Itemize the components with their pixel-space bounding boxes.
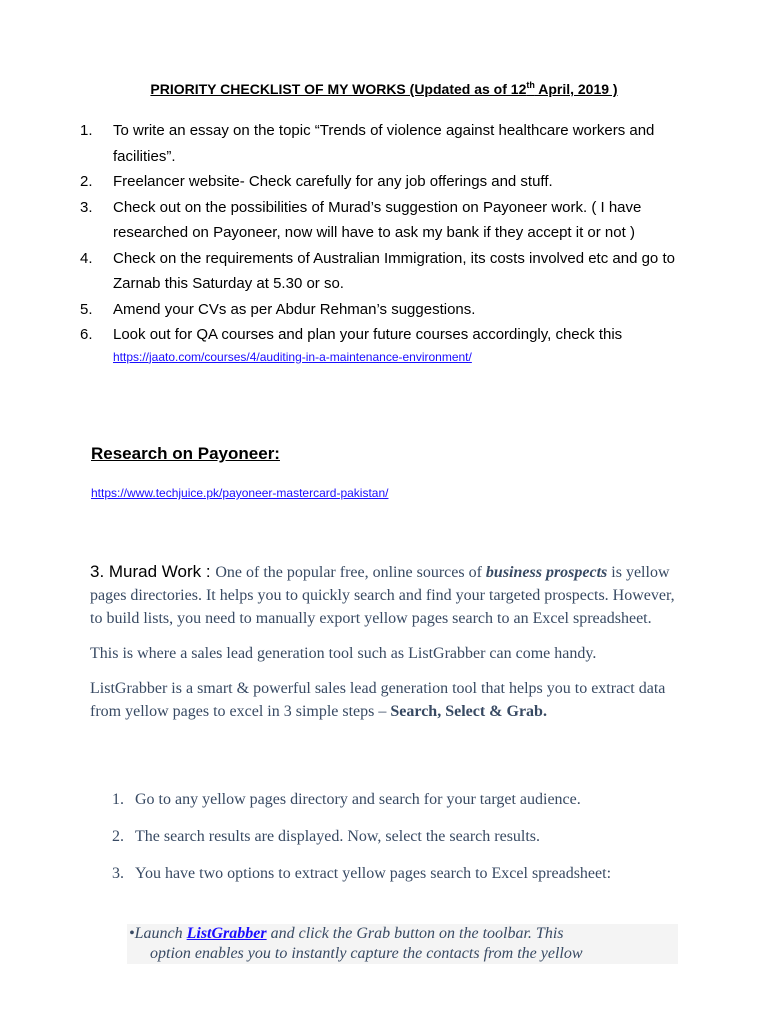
step-item: 1. Go to any yellow pages directory and search for your target audience. (112, 791, 581, 808)
step-item: 2. The search results are displayed. Now, select the search results. (112, 828, 541, 845)
qa-course-link[interactable]: https://jaato.com/courses/4/auditing-in-a-maintenance-environment/ (113, 349, 472, 364)
listgrabber-link[interactable]: ListGrabber (186, 925, 267, 942)
title-superscript: th (526, 80, 535, 90)
checklist-item: 5. Amend your CVs as per Abdur Rehman’s suggestions. (80, 300, 476, 318)
launch-option-box: •Launch ListGrabber and click the Grab button on the toolbar. This option enables you to instantly capture the contacts from the yellow (127, 924, 678, 964)
checklist-item: 6. Look out for QA courses and plan your future courses accordingly, check this https://jaato.com/courses/4/auditing-in-a-maintenance-environment/ (80, 322, 690, 365)
murad-work-heading: 3. Murad Work : (90, 562, 216, 581)
research-heading: Research on Payoneer: (91, 444, 280, 463)
page-title: PRIORITY CHECKLIST OF MY WORKS (Updated as of 12th April, 2019 ) (150, 80, 618, 97)
step-item: 3. You have two options to extract yellow pages search to Excel spreadsheet: (112, 865, 612, 882)
priority-checklist (80, 118, 690, 365)
listgrabber-intro-paragraph: This is where a sales lead generation tool such as ListGrabber can come handy. (90, 645, 597, 662)
checklist-item: 2. Freelancer website- Check carefully for any job offerings and stuff. (80, 173, 553, 190)
murad-intro-paragraph: 3. Murad Work : One of the popular free, online sources of business prospects is yellow pages directories. It helps you to quickly search and find your targeted prospects. However, to build lists, you need to manually export yellow pages search to an Excel spreadsheet. (90, 562, 675, 627)
checklist-item: 4. Check on the requirements of Australian Immigration, its costs involved etc and go to Zarnab this Saturday at 5.30 or so. (80, 249, 675, 292)
grab-steps-list (112, 790, 672, 901)
bullet: • (129, 925, 135, 942)
payoneer-article-link[interactable]: https://www.techjuice.pk/payoneer-mastercard-pakistan/ (91, 486, 389, 500)
checklist-item: 1. To write an essay on the topic “Trends of violence against healthcare workers and facilities”. (80, 122, 655, 165)
listgrabber-description-paragraph: ListGrabber is a smart & powerful sales lead generation tool that helps you to extract data from yellow pages to excel in 3 simple steps – Search, Select & Grab. (90, 680, 666, 720)
murad-work-section (90, 560, 690, 735)
checklist-item: 3. Check out on the possibilities of Murad’s suggestion on Payoneer work. ( I have researched on Payoneer, now will have to ask my bank if they accept it or not ) (80, 198, 642, 241)
